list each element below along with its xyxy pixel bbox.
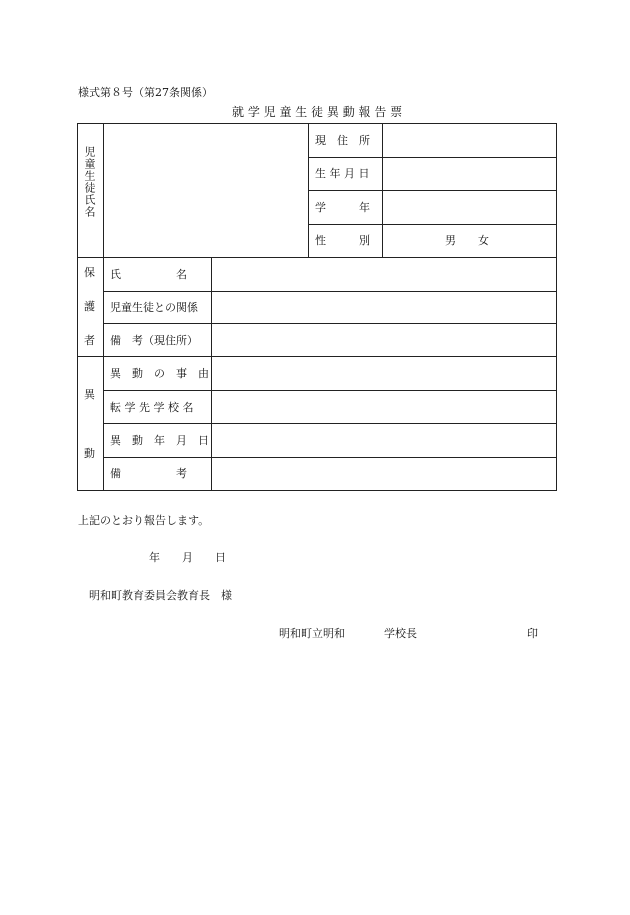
reason-field[interactable] (212, 357, 556, 390)
remarks-address-label: 備 考（現住所） (110, 334, 198, 347)
guardian-label-char: 者 (84, 334, 95, 347)
guardian-name-label: 氏 名 (110, 268, 187, 281)
remarks-address-field[interactable] (212, 324, 556, 356)
seal-mark: 印 (527, 627, 538, 640)
date-line: 年 月 日 (149, 551, 226, 564)
gender-options[interactable]: 男 女 (445, 234, 489, 247)
reason-label: 異 動 の 事 由 (110, 367, 209, 380)
remarks-label: 備 考 (110, 467, 187, 480)
address-field[interactable] (383, 124, 556, 157)
report-statement: 上記のとおり報告します。 (78, 514, 210, 527)
table-border-left (77, 123, 78, 491)
address-label: 現 住 所 (315, 134, 370, 147)
remarks-field[interactable] (212, 458, 556, 490)
school-label: 転 学 先 学 校 名 (110, 401, 194, 414)
guardian-label-char: 護 (84, 300, 95, 313)
transfer-label-char: 異 (84, 388, 95, 401)
form-number: 様式第８号（第27条関係） (78, 86, 213, 99)
table-border-bottom (77, 490, 557, 491)
birthdate-field[interactable] (383, 158, 556, 190)
table-line (308, 123, 309, 257)
transfer-date-label: 異 動 年 月 日 (110, 434, 209, 447)
transfer-label-char: 動 (84, 447, 95, 460)
student-name-field[interactable] (104, 124, 307, 257)
gender-label: 性 別 (315, 234, 370, 247)
form-title: 就 学 児 童 生 徒 異 動 報 告 票 (232, 105, 403, 119)
school-field[interactable] (212, 391, 556, 423)
table-border-right (556, 123, 557, 491)
transfer-date-field[interactable] (212, 424, 556, 457)
grade-field[interactable] (383, 191, 556, 224)
birthdate-label: 生 年 月 日 (315, 167, 370, 180)
school-prefix: 明和町立明和 (279, 627, 345, 640)
relationship-label: 児童生徒との関係 (110, 301, 198, 314)
table-line (308, 224, 557, 225)
guardian-label-char: 保 (84, 266, 95, 279)
guardian-name-field[interactable] (212, 258, 556, 291)
addressee: 明和町教育委員会教育長 様 (89, 589, 232, 602)
grade-label: 学 年 (315, 201, 370, 214)
student-name-label: 児童生徒氏名 (83, 146, 96, 218)
principal-title: 学校長 (384, 627, 417, 640)
relationship-field[interactable] (212, 292, 556, 323)
